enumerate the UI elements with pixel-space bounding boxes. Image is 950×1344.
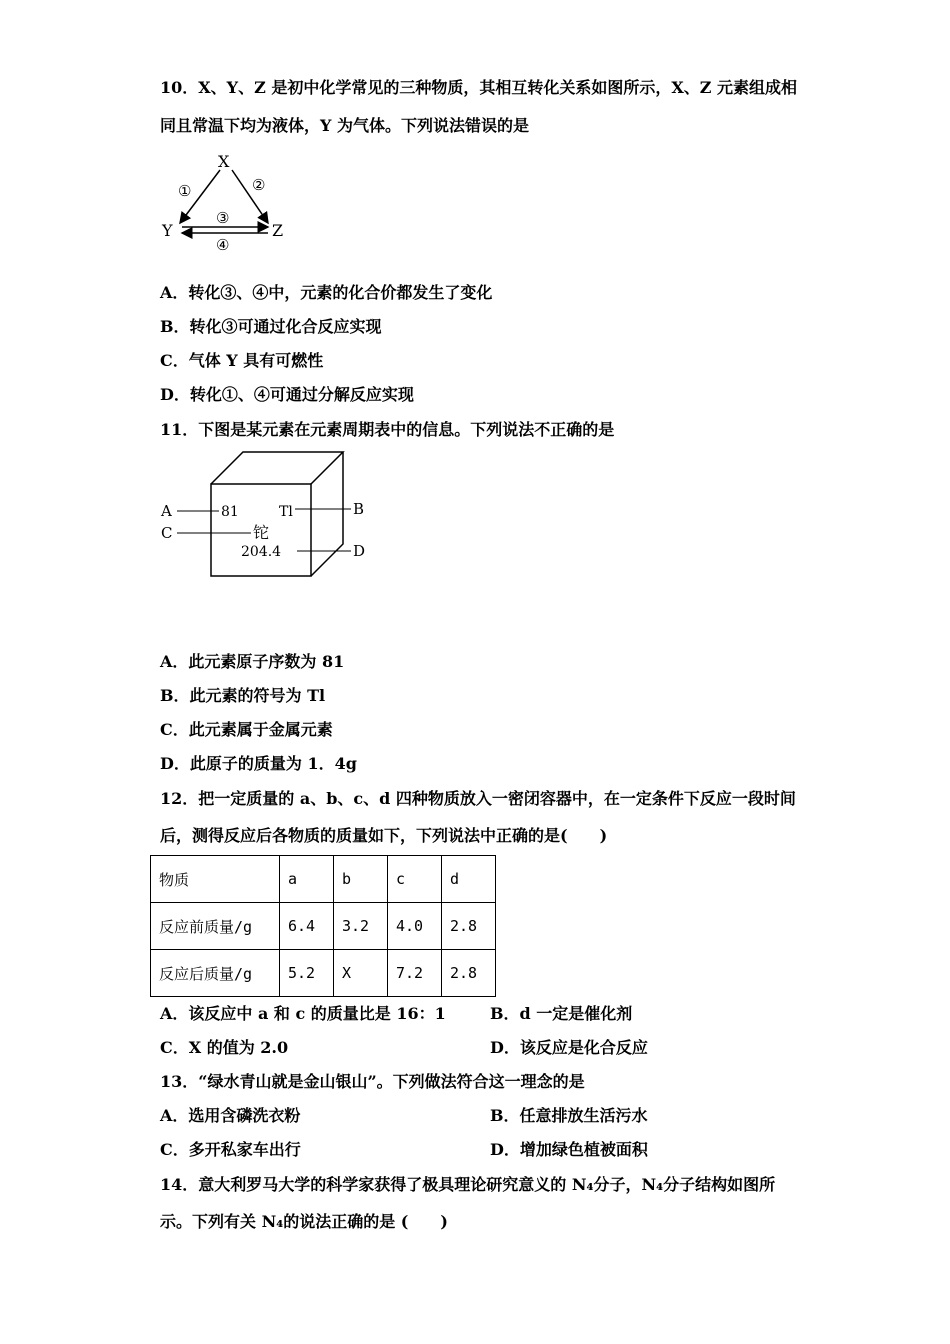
table-header-row — [151, 856, 496, 903]
label-d: D — [353, 542, 366, 560]
q13-option-d: D．增加绿色植被面积 — [490, 1140, 648, 1159]
q14-stem-line2: 示。下列有关 N₄的说法正确的是 ( ) — [160, 1212, 448, 1231]
label-x: X — [218, 152, 230, 171]
label-b: B — [353, 500, 365, 518]
header-cell-b: b — [334, 856, 388, 903]
q11-stem: 11．下图是某元素在元素周期表中的信息。下列说法不正确的是 — [160, 420, 615, 439]
label-step-1: ① — [178, 182, 192, 200]
q12-stem-line2: 后，测得反应后各物质的质量如下，下列说法中正确的是( ) — [160, 826, 608, 845]
q11-element-cell-diagram — [155, 448, 385, 583]
cell-before-c: 4.0 — [388, 903, 442, 950]
label-step-3: ③ — [216, 209, 230, 227]
header-cell-d: d — [442, 856, 496, 903]
cell-after-a: 5.2 — [280, 950, 334, 997]
q10-option-a: A．转化③、④中，元素的化合价都发生了变化 — [160, 283, 493, 302]
label-a: A — [161, 502, 172, 520]
cell-after-b: X — [334, 950, 388, 997]
q10-conversion-diagram — [150, 148, 300, 258]
label-step-4: ④ — [216, 236, 230, 254]
q12-option-c: C．X 的值为 2.0 — [160, 1038, 289, 1057]
label-y: Y — [162, 221, 173, 240]
q10-stem-line2: 同且常温下均为液体，Y 为气体。下列说法错误的是 — [160, 116, 529, 135]
q12-option-d: D．该反应是化合反应 — [490, 1038, 648, 1057]
q10-option-d: D．转化①、④可通过分解反应实现 — [160, 385, 414, 404]
label-z: Z — [272, 221, 284, 240]
q13-option-c: C．多开私家车出行 — [160, 1140, 301, 1159]
element-name: 铊 — [253, 523, 270, 542]
q11-option-c: C．此元素属于金属元素 — [160, 720, 333, 739]
q12-option-a: A．该反应中 a 和 c 的质量比是 16：1 — [160, 1004, 446, 1023]
q11-option-b: B．此元素的符号为 Tl — [160, 686, 326, 705]
q12-option-b: B．d 一定是催化剂 — [490, 1004, 633, 1023]
q12-stem-line1: 12．把一定质量的 a、b、c、d 四种物质放入一密闭容器中，在一定条件下反应一段时间 — [160, 789, 796, 808]
cell-after-c: 7.2 — [388, 950, 442, 997]
q13-option-a: A．选用含磷洗衣粉 — [160, 1106, 301, 1125]
cell-before-b: 3.2 — [334, 903, 388, 950]
q10-option-c: C．气体 Y 具有可燃性 — [160, 351, 324, 370]
element-cell-side — [311, 452, 343, 576]
table-row — [151, 903, 496, 950]
q13-option-b: B．任意排放生活污水 — [490, 1106, 648, 1125]
q11-option-d: D．此原子的质量为 1．4g — [160, 754, 357, 773]
cell-after-d: 2.8 — [442, 950, 496, 997]
atomic-number: 81 — [221, 504, 239, 520]
q10-option-b: B．转化③可通过化合反应实现 — [160, 317, 382, 336]
q10-stem-line1: 10．X、Y、Z 是初中化学常见的三种物质，其相互转化关系如图所示，X、Z 元素组成相 — [160, 78, 798, 97]
label-c: C — [161, 524, 173, 542]
q13-stem: 13．“绿水青山就是金山银山”。下列做法符合这一理念的是 — [160, 1072, 585, 1091]
row-label-before: 反应前质量/g — [151, 903, 280, 950]
row-label-after: 反应后质量/g — [151, 950, 280, 997]
header-cell-substance: 物质 — [151, 856, 280, 903]
element-cell-top — [211, 452, 343, 484]
cell-before-a: 6.4 — [280, 903, 334, 950]
q11-option-a: A．此元素原子序数为 81 — [160, 652, 345, 671]
q14-stem-line1: 14．意大利罗马大学的科学家获得了极具理论研究意义的 N₄分子，N₄分子结构如图所 — [160, 1175, 776, 1194]
q12-mass-table — [150, 855, 496, 997]
table-row — [151, 950, 496, 997]
label-step-2: ② — [252, 176, 266, 194]
cell-before-d: 2.8 — [442, 903, 496, 950]
element-symbol: Tl — [279, 504, 293, 520]
header-cell-c: c — [388, 856, 442, 903]
header-cell-a: a — [280, 856, 334, 903]
atomic-mass: 204.4 — [241, 544, 282, 560]
